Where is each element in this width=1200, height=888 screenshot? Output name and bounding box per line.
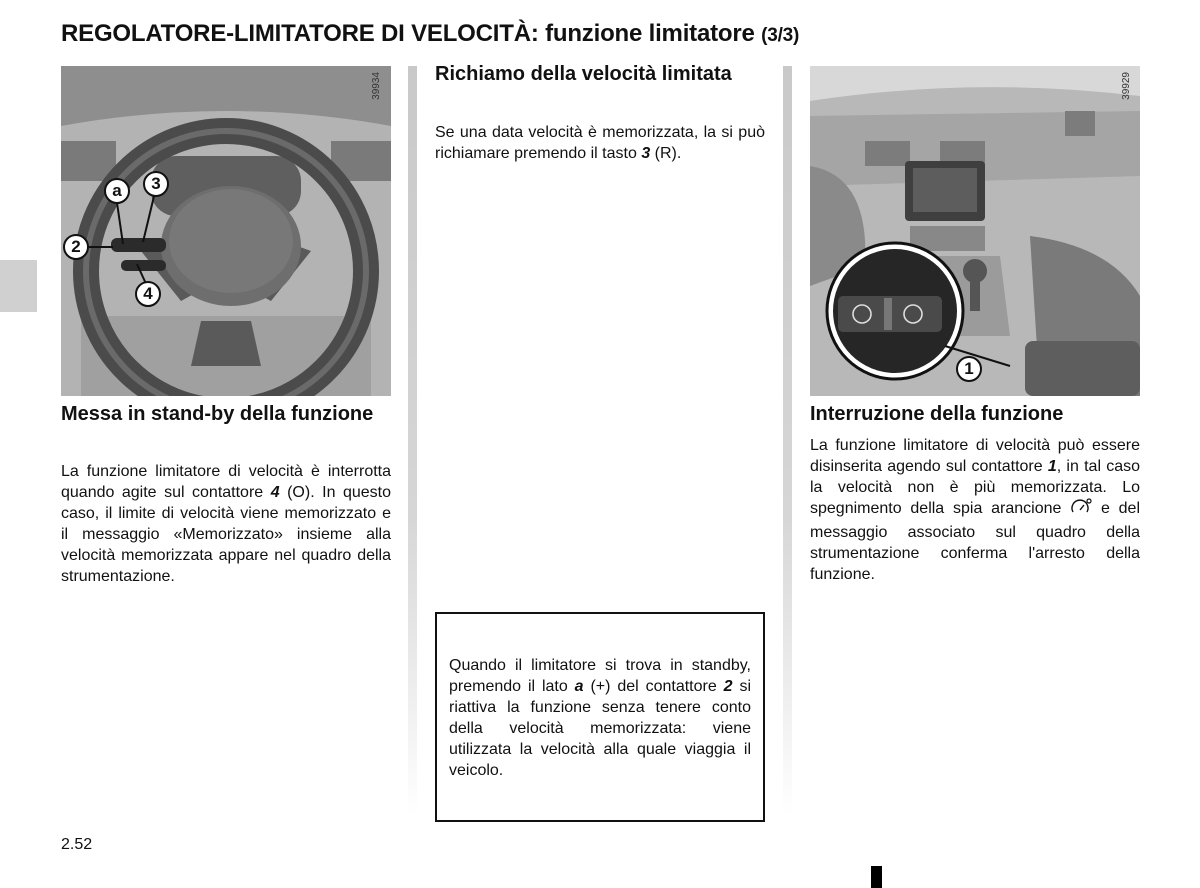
steering-wheel-illustration bbox=[61, 66, 391, 396]
callout-4: 4 bbox=[135, 281, 161, 307]
interrupt-text-2: , in tal caso la velocità non è più memorizzata. Lo spegnimento della spia arancione bbox=[810, 458, 1141, 517]
recall-text-1: Se una data velocità è memorizzata, la si può richiamare premendo il tasto bbox=[435, 124, 765, 162]
page-title-text: REGOLATORE-LIMITATORE DI VELOCITÀ: funzione limitatore bbox=[61, 20, 755, 47]
page-title bbox=[61, 20, 799, 48]
callout-2: 2 bbox=[63, 234, 89, 260]
figure-id: 39934 bbox=[371, 72, 382, 100]
console-drawing bbox=[810, 66, 1140, 396]
recall-key: 3 bbox=[641, 145, 651, 162]
column-separator bbox=[408, 66, 417, 816]
interrupt-text-3: e del messaggio associato sul quadro della strumentazione conferma l'arresto della funzione. bbox=[810, 500, 1141, 583]
standby-heading: Messa in stand-by della funzione bbox=[61, 403, 374, 425]
console-illustration bbox=[810, 66, 1140, 396]
chapter-tab bbox=[0, 260, 37, 312]
page-title-suffix: (3/3) bbox=[761, 25, 800, 46]
note-key-2: 2 bbox=[723, 678, 733, 695]
interrupt-key: 1 bbox=[1047, 458, 1057, 475]
standby-text-1: La funzione limitatore di velocità è interrotta quando agite sul contattore bbox=[61, 463, 391, 501]
steering-wheel-drawing bbox=[61, 66, 391, 396]
column-separator bbox=[783, 66, 792, 816]
note-key-a: a bbox=[574, 678, 584, 695]
figure-id: 39929 bbox=[1121, 72, 1132, 100]
speed-limiter-warning-icon bbox=[1070, 498, 1092, 522]
recall-heading: Richiamo della velocità limitata bbox=[435, 63, 732, 85]
interrupt-text-1: La funzione limitatore di velocità può essere disinserita agendo sul contattore bbox=[810, 437, 1140, 475]
standby-key: 4 bbox=[270, 484, 280, 501]
recall-paragraph bbox=[435, 122, 765, 164]
print-mark bbox=[871, 866, 882, 888]
interrupt-paragraph bbox=[810, 435, 1140, 585]
standby-text-2: (O). In questo caso, il limite di velocità viene memorizzato e il messaggio «Memorizzato» insieme alla velocità memorizzata appare nel quadro della strumentazione. bbox=[61, 484, 392, 585]
interrupt-heading: Interruzione della funzione bbox=[810, 403, 1064, 425]
note-paragraph bbox=[449, 655, 751, 781]
recall-text-2: (R). bbox=[650, 145, 682, 162]
callout-a: a bbox=[104, 178, 130, 204]
note-text-3: si riattiva la funzione senza tenere conto della velocità memorizzata: viene utilizzata la velocità alla quale viaggia il veicolo. bbox=[449, 678, 751, 779]
standby-paragraph bbox=[61, 461, 391, 587]
callout-3: 3 bbox=[143, 171, 169, 197]
page-number: 2.52 bbox=[61, 836, 93, 853]
note-text-2: (+) del contattore bbox=[583, 678, 724, 695]
callout-1: 1 bbox=[956, 356, 982, 382]
note-text-1: Quando il limitatore si trova in standby, premendo il lato bbox=[449, 657, 751, 695]
